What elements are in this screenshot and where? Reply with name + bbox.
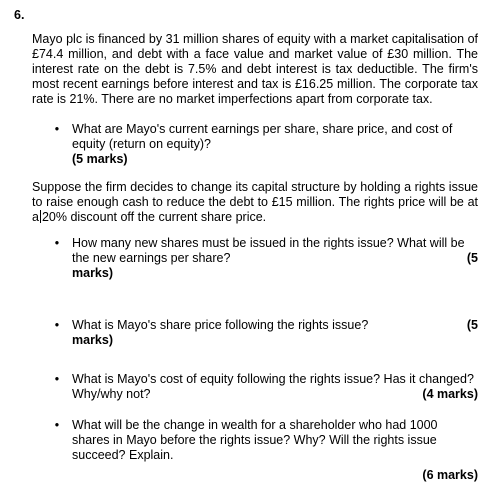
- scenario-text-part2: 20% discount off the current share price.: [41, 210, 267, 224]
- marks-label-continued: marks): [72, 333, 113, 347]
- question-number: 6.: [14, 8, 25, 22]
- marks-label: (5: [466, 318, 478, 332]
- question-text: What is Mayo's cost of equity following the rights issue? Has it changed? Why/why not?: [72, 372, 474, 401]
- question-text: What will be the change in wealth for a shareholder who had 1000 shares in Mayo before the rights issue? Why? Will the rights issue succeed? Explain.: [72, 418, 438, 462]
- intro-paragraph: Mayo plc is financed by 31 million shares of equity with a market capitalisation of £74.4 million, and debt with a face value and market value of £30 million. The interest rate on the debt is 7.5% and debt interest is tax deductible. The firm's most recent earnings before interest and tax is £16.25 million. The corporate tax rate is 21%. There are no market imperfections apart from corporate tax.: [32, 32, 478, 106]
- marks-label: (5: [466, 251, 478, 265]
- list-item-text: [72, 122, 478, 167]
- bullet-icon: •: [54, 236, 60, 250]
- marks-label-continued: marks): [72, 266, 113, 280]
- list-item-text: [72, 318, 478, 348]
- bullet-icon: •: [54, 418, 60, 432]
- list-item-text: [72, 236, 478, 281]
- marks-label: (4 marks): [422, 387, 478, 401]
- scenario-paragraph: [32, 180, 478, 225]
- bullet-icon: •: [54, 318, 60, 332]
- question-text: What is Mayo's share price following the rights issue?: [72, 318, 369, 332]
- scenario-text-part1: Suppose the firm decides to change its capital structure by holding a rights issue to raise enough cash to reduce the debt to £15 million. The rights price will be at a: [32, 180, 478, 224]
- question-text: What are Mayo's current earnings per share, share price, and cost of equity (return on equity)?: [72, 122, 453, 151]
- marks-label: (5 marks): [72, 152, 128, 166]
- bullet-icon: •: [54, 122, 60, 136]
- bullet-icon: •: [54, 372, 60, 386]
- marks-label: (6 marks): [422, 468, 478, 482]
- list-item-text: [72, 372, 478, 402]
- question-text: How many new shares must be issued in the rights issue? What will be the new earnings per share?: [72, 236, 465, 265]
- text-cursor: [40, 210, 41, 223]
- list-item-text: [72, 418, 478, 482]
